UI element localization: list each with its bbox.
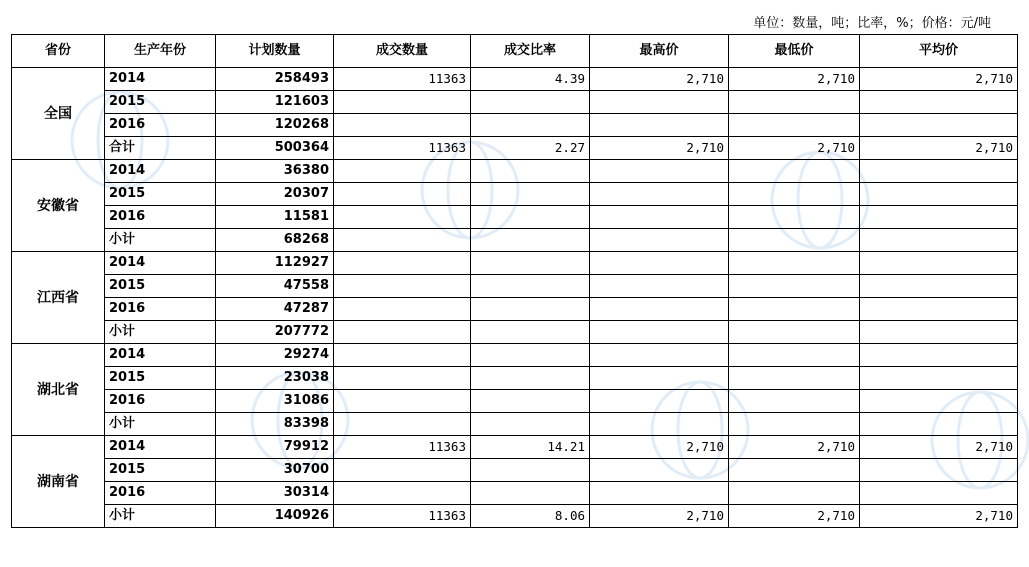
min-price-cell <box>729 459 860 482</box>
province-cell: 全国 <box>12 68 105 160</box>
year-cell: 2016 <box>105 206 216 229</box>
avg-price-cell <box>860 482 1018 505</box>
deal-rate-cell <box>471 344 590 367</box>
deal-rate-cell <box>471 321 590 344</box>
min-price-cell: 2,710 <box>729 68 860 91</box>
deal-quantity-cell <box>334 183 471 206</box>
min-price-cell <box>729 114 860 137</box>
plan-quantity-cell: 207772 <box>216 321 334 344</box>
max-price-cell <box>590 229 729 252</box>
deal-quantity-cell <box>334 367 471 390</box>
table-row <box>12 367 1018 390</box>
max-price-cell <box>590 298 729 321</box>
max-price-cell <box>590 459 729 482</box>
plan-quantity-cell: 30314 <box>216 482 334 505</box>
year-cell: 2016 <box>105 298 216 321</box>
deal-rate-cell <box>471 367 590 390</box>
avg-price-cell <box>860 91 1018 114</box>
year-cell: 2015 <box>105 367 216 390</box>
deal-rate-cell <box>471 482 590 505</box>
deal-quantity-cell <box>334 229 471 252</box>
plan-quantity-cell: 68268 <box>216 229 334 252</box>
avg-price-cell <box>860 298 1018 321</box>
avg-price-cell <box>860 206 1018 229</box>
year-cell: 2015 <box>105 459 216 482</box>
table-row <box>12 436 1018 459</box>
max-price-cell <box>590 114 729 137</box>
min-price-cell: 2,710 <box>729 505 860 528</box>
plan-quantity-cell: 83398 <box>216 413 334 436</box>
min-price-cell <box>729 183 860 206</box>
table-row <box>12 344 1018 367</box>
deal-rate-cell <box>471 413 590 436</box>
year-cell: 小计 <box>105 229 216 252</box>
deal-quantity-cell <box>334 206 471 229</box>
min-price-cell <box>729 91 860 114</box>
province-cell: 江西省 <box>12 252 105 344</box>
deal-rate-cell <box>471 160 590 183</box>
avg-price-cell <box>860 229 1018 252</box>
min-price-cell <box>729 482 860 505</box>
deal-quantity-cell <box>334 160 471 183</box>
deal-quantity-cell: 11363 <box>334 436 471 459</box>
year-cell: 2015 <box>105 91 216 114</box>
deal-quantity-cell: 11363 <box>334 68 471 91</box>
header-avg-price: 平均价 <box>860 35 1018 68</box>
table-row <box>12 321 1018 344</box>
deal-quantity-cell <box>334 91 471 114</box>
plan-quantity-cell: 140926 <box>216 505 334 528</box>
year-cell: 2016 <box>105 114 216 137</box>
province-cell: 安徽省 <box>12 160 105 252</box>
avg-price-cell <box>860 459 1018 482</box>
deal-rate-cell: 14.21 <box>471 436 590 459</box>
table-row <box>12 482 1018 505</box>
min-price-cell <box>729 413 860 436</box>
avg-price-cell <box>860 252 1018 275</box>
deal-rate-cell <box>471 275 590 298</box>
max-price-cell: 2,710 <box>590 68 729 91</box>
year-cell: 2014 <box>105 436 216 459</box>
min-price-cell: 2,710 <box>729 137 860 160</box>
province-cell: 湖北省 <box>12 344 105 436</box>
deal-rate-cell <box>471 459 590 482</box>
min-price-cell <box>729 321 860 344</box>
avg-price-cell <box>860 321 1018 344</box>
year-cell: 2015 <box>105 183 216 206</box>
plan-quantity-cell: 30700 <box>216 459 334 482</box>
table-row <box>12 252 1018 275</box>
plan-quantity-cell: 31086 <box>216 390 334 413</box>
max-price-cell <box>590 482 729 505</box>
min-price-cell: 2,710 <box>729 436 860 459</box>
avg-price-cell <box>860 413 1018 436</box>
deal-quantity-cell <box>334 413 471 436</box>
table-row <box>12 137 1018 160</box>
deal-quantity-cell <box>334 321 471 344</box>
plan-quantity-cell: 258493 <box>216 68 334 91</box>
deal-rate-cell <box>471 252 590 275</box>
table-body <box>12 68 1018 528</box>
max-price-cell <box>590 321 729 344</box>
deal-quantity-cell <box>334 275 471 298</box>
deal-quantity-cell: 11363 <box>334 137 471 160</box>
unit-note: 单位：数量，吨；比率，%；价格：元/吨 <box>753 16 991 31</box>
year-cell: 2015 <box>105 275 216 298</box>
table-row <box>12 206 1018 229</box>
plan-quantity-cell: 11581 <box>216 206 334 229</box>
max-price-cell <box>590 252 729 275</box>
min-price-cell <box>729 298 860 321</box>
min-price-cell <box>729 229 860 252</box>
min-price-cell <box>729 160 860 183</box>
avg-price-cell: 2,710 <box>860 505 1018 528</box>
header-province: 省份 <box>12 35 105 68</box>
header-deal-rate: 成交比率 <box>471 35 590 68</box>
avg-price-cell <box>860 344 1018 367</box>
year-cell: 小计 <box>105 321 216 344</box>
table-row <box>12 114 1018 137</box>
deal-rate-cell <box>471 229 590 252</box>
table-row <box>12 229 1018 252</box>
plan-quantity-cell: 79912 <box>216 436 334 459</box>
max-price-cell <box>590 91 729 114</box>
table-row <box>12 390 1018 413</box>
table-row <box>12 183 1018 206</box>
min-price-cell <box>729 390 860 413</box>
min-price-cell <box>729 206 860 229</box>
plan-quantity-cell: 23038 <box>216 367 334 390</box>
plan-quantity-cell: 29274 <box>216 344 334 367</box>
deal-quantity-cell <box>334 298 471 321</box>
header-deal-quantity: 成交数量 <box>334 35 471 68</box>
max-price-cell <box>590 206 729 229</box>
plan-quantity-cell: 112927 <box>216 252 334 275</box>
plan-quantity-cell: 20307 <box>216 183 334 206</box>
min-price-cell <box>729 367 860 390</box>
plan-quantity-cell: 47558 <box>216 275 334 298</box>
max-price-cell: 2,710 <box>590 436 729 459</box>
max-price-cell: 2,710 <box>590 505 729 528</box>
max-price-cell <box>590 390 729 413</box>
year-cell: 2016 <box>105 482 216 505</box>
year-cell: 2014 <box>105 68 216 91</box>
deal-rate-cell <box>471 298 590 321</box>
avg-price-cell <box>860 183 1018 206</box>
table-row <box>12 91 1018 114</box>
table-row <box>12 459 1018 482</box>
deal-quantity-cell <box>334 482 471 505</box>
avg-price-cell: 2,710 <box>860 436 1018 459</box>
deal-rate-cell <box>471 114 590 137</box>
header-plan-quantity: 计划数量 <box>216 35 334 68</box>
plan-quantity-cell: 500364 <box>216 137 334 160</box>
avg-price-cell <box>860 275 1018 298</box>
avg-price-cell: 2,710 <box>860 137 1018 160</box>
min-price-cell <box>729 344 860 367</box>
year-cell: 2014 <box>105 160 216 183</box>
plan-quantity-cell: 36380 <box>216 160 334 183</box>
avg-price-cell <box>860 114 1018 137</box>
max-price-cell <box>590 367 729 390</box>
deal-quantity-cell <box>334 459 471 482</box>
header-max-price: 最高价 <box>590 35 729 68</box>
max-price-cell: 2,710 <box>590 137 729 160</box>
table-row <box>12 413 1018 436</box>
table-row <box>12 505 1018 528</box>
year-cell: 小计 <box>105 413 216 436</box>
year-cell: 2014 <box>105 344 216 367</box>
avg-price-cell <box>860 160 1018 183</box>
grain-trade-table <box>11 34 1018 528</box>
deal-rate-cell <box>471 183 590 206</box>
header-min-price: 最低价 <box>729 35 860 68</box>
year-cell: 小计 <box>105 505 216 528</box>
deal-rate-cell: 8.06 <box>471 505 590 528</box>
avg-price-cell <box>860 367 1018 390</box>
max-price-cell <box>590 160 729 183</box>
deal-quantity-cell: 11363 <box>334 505 471 528</box>
deal-quantity-cell <box>334 114 471 137</box>
header-row <box>12 35 1018 68</box>
max-price-cell <box>590 344 729 367</box>
deal-quantity-cell <box>334 344 471 367</box>
table-row <box>12 275 1018 298</box>
year-cell: 2014 <box>105 252 216 275</box>
plan-quantity-cell: 47287 <box>216 298 334 321</box>
plan-quantity-cell: 121603 <box>216 91 334 114</box>
header-year: 生产年份 <box>105 35 216 68</box>
avg-price-cell <box>860 390 1018 413</box>
deal-rate-cell <box>471 91 590 114</box>
province-cell: 湖南省 <box>12 436 105 528</box>
deal-quantity-cell <box>334 390 471 413</box>
table-row <box>12 298 1018 321</box>
deal-rate-cell: 2.27 <box>471 137 590 160</box>
deal-quantity-cell <box>334 252 471 275</box>
max-price-cell <box>590 413 729 436</box>
deal-rate-cell: 4.39 <box>471 68 590 91</box>
max-price-cell <box>590 275 729 298</box>
avg-price-cell: 2,710 <box>860 68 1018 91</box>
max-price-cell <box>590 183 729 206</box>
deal-rate-cell <box>471 206 590 229</box>
min-price-cell <box>729 252 860 275</box>
deal-rate-cell <box>471 390 590 413</box>
table-row <box>12 68 1018 91</box>
min-price-cell <box>729 275 860 298</box>
table-row <box>12 160 1018 183</box>
year-cell: 合计 <box>105 137 216 160</box>
year-cell: 2016 <box>105 390 216 413</box>
plan-quantity-cell: 120268 <box>216 114 334 137</box>
